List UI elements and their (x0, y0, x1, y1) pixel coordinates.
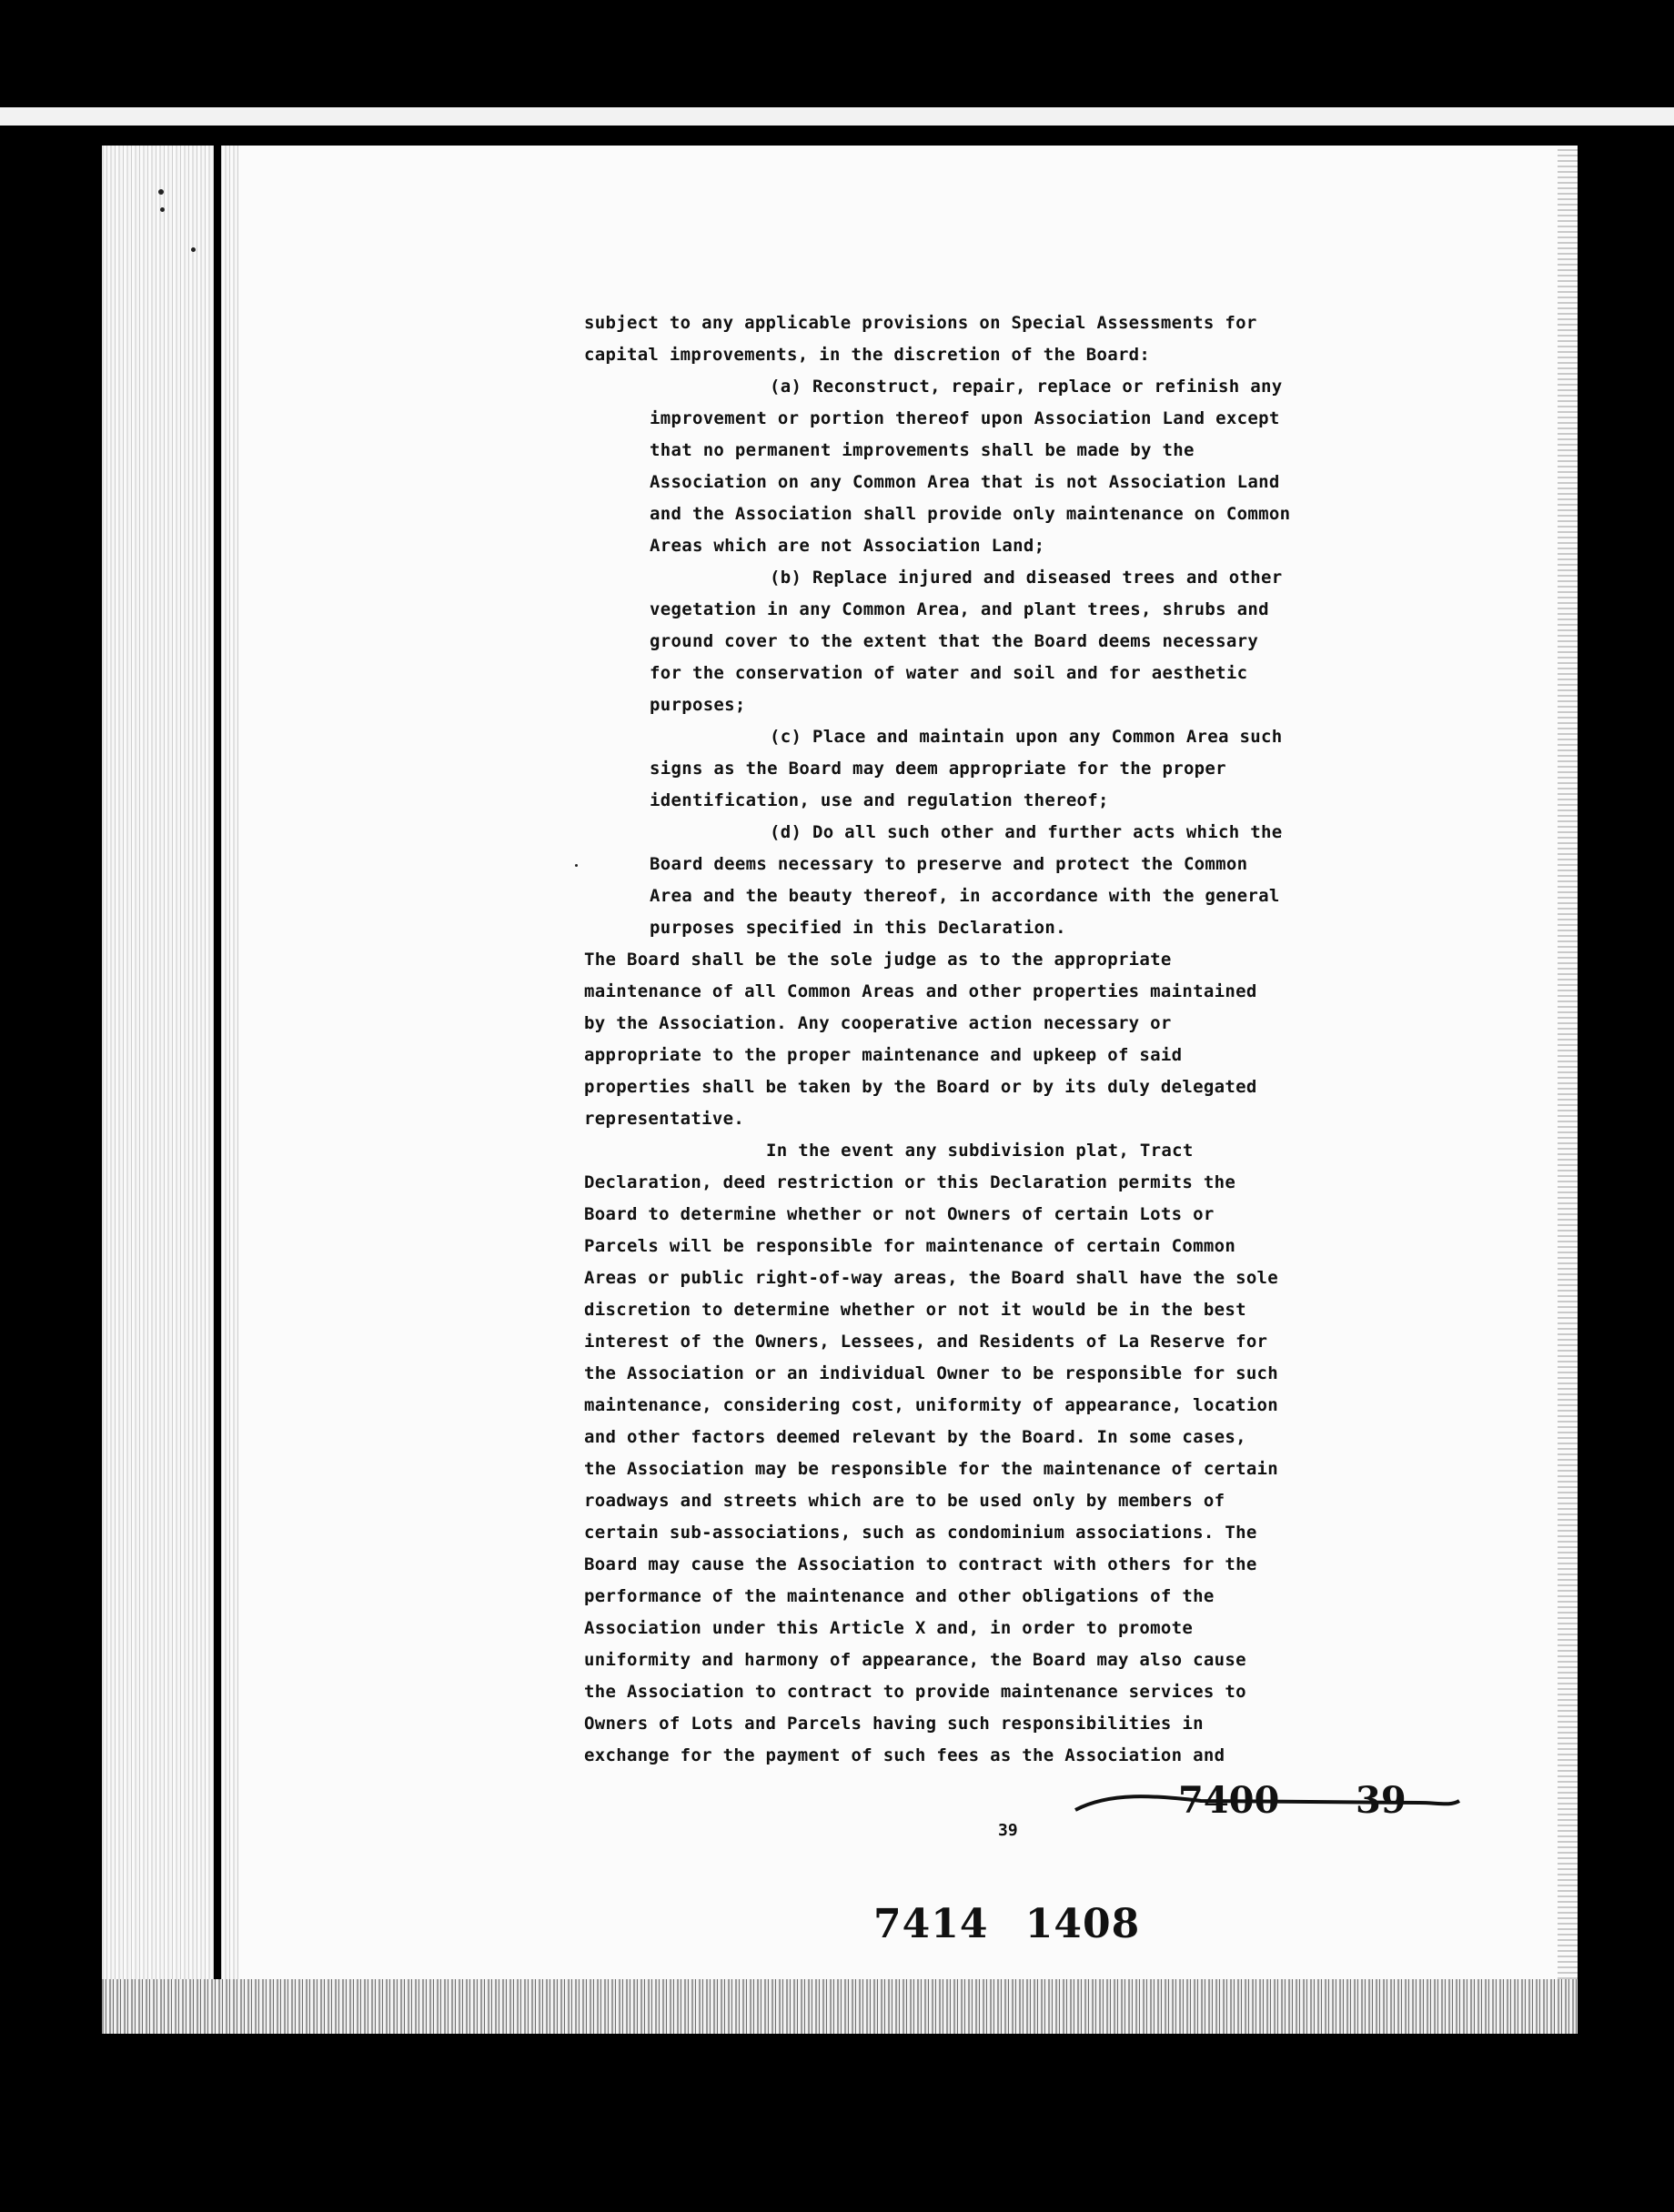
stamp-page-number: 1408 (1024, 1901, 1141, 1947)
subparagraph-b: (b) Replace injured and diseased trees and other vegetation in any Common Area, and plant trees, shrubs and ground cover to the extent that the Board deems necessary for the conservation of water and soil and for aesthetic purposes; (650, 568, 1283, 715)
struck-page-number: 39 (1356, 1779, 1407, 1822)
intro-line: subject to any applicable provisions on Special Assessments for (584, 313, 1257, 333)
intro-line: capital improvements, in the discretion of the Board: (584, 345, 1151, 365)
scan-bottom-noise (102, 1979, 1578, 2034)
subparagraph-d: (d) Do all such other and further acts which the Board deems necessary to preserve and protect the Common Area and the beauty thereof, in accordance with the general purposes specified in this Declaration. (650, 822, 1283, 938)
scan-speck (575, 864, 578, 867)
scan-speck (158, 189, 164, 195)
paragraph-subdivision-plat: In the event any subdivision plat, Tract Declaration, deed restriction or this Declaration permits the Board to determine whether or not Owners of certain Lots or Parcels will be responsible for maintenance of certain Common Areas or public right-of-way areas, the Board shall have the sole discretion to determine whether or not it would be in the best interest of the Owners, Lessees, and Residents of La Reserve for the Association or an individual Owner to be responsible for such maintenance, considering cost, uniformity of appearance, location and other factors deemed relevant by the Board. In some cases, the Association may be responsible for the maintenance of certain roadways and streets which are to be used only by members of certain sub-associations, such as condominium associations. The Board may cause the Association to contract with others for the performance of the maintenance and other obligations of the Association under this Article X and, in order to promote uniformity and harmony of appearance, the Board may also cause the Association to contract to provide maintenance services to Owners of Lots and Parcels having such responsibilities in exchange for the payment of such fees as the Association and (584, 1141, 1279, 1765)
stamp-book-number: 7414 (873, 1901, 989, 1947)
scan-left-rule (214, 146, 221, 2034)
document-page (102, 146, 1578, 2034)
scan-speck (160, 207, 165, 212)
struck-book-page-stamp (1074, 1779, 1465, 1834)
scan-right-noise (1558, 146, 1578, 2034)
recording-stamp (873, 1901, 1140, 1947)
document-body (584, 307, 1558, 1772)
scan-speck (191, 247, 196, 252)
strike-through-line (1074, 1779, 1465, 1834)
page-number: 39 (998, 1821, 1018, 1840)
subparagraph-a: (a) Reconstruct, repair, replace or refinish any improvement or portion thereof upon Association Land except that no permanent improvements shall be made by the Association on any Common Area that is not Association Land and the Association shall provide only maintenance on Common Areas which are not Association Land; (650, 377, 1291, 556)
subparagraph-c: (c) Place and maintain upon any Common Area such signs as the Board may deem appropriate for the proper identification, use and regulation thereof; (650, 727, 1283, 810)
scan-top-band (0, 107, 1674, 126)
struck-book-number: 7400 (1178, 1779, 1280, 1822)
paragraph-board-judge: The Board shall be the sole judge as to the appropriate maintenance of all Common Areas and other properties maintained by the Association. Any cooperative action necessary or appropriate to the proper maintenance and upkeep of said properties shall be taken by the Board or by its duly delegated representative. (584, 950, 1257, 1129)
